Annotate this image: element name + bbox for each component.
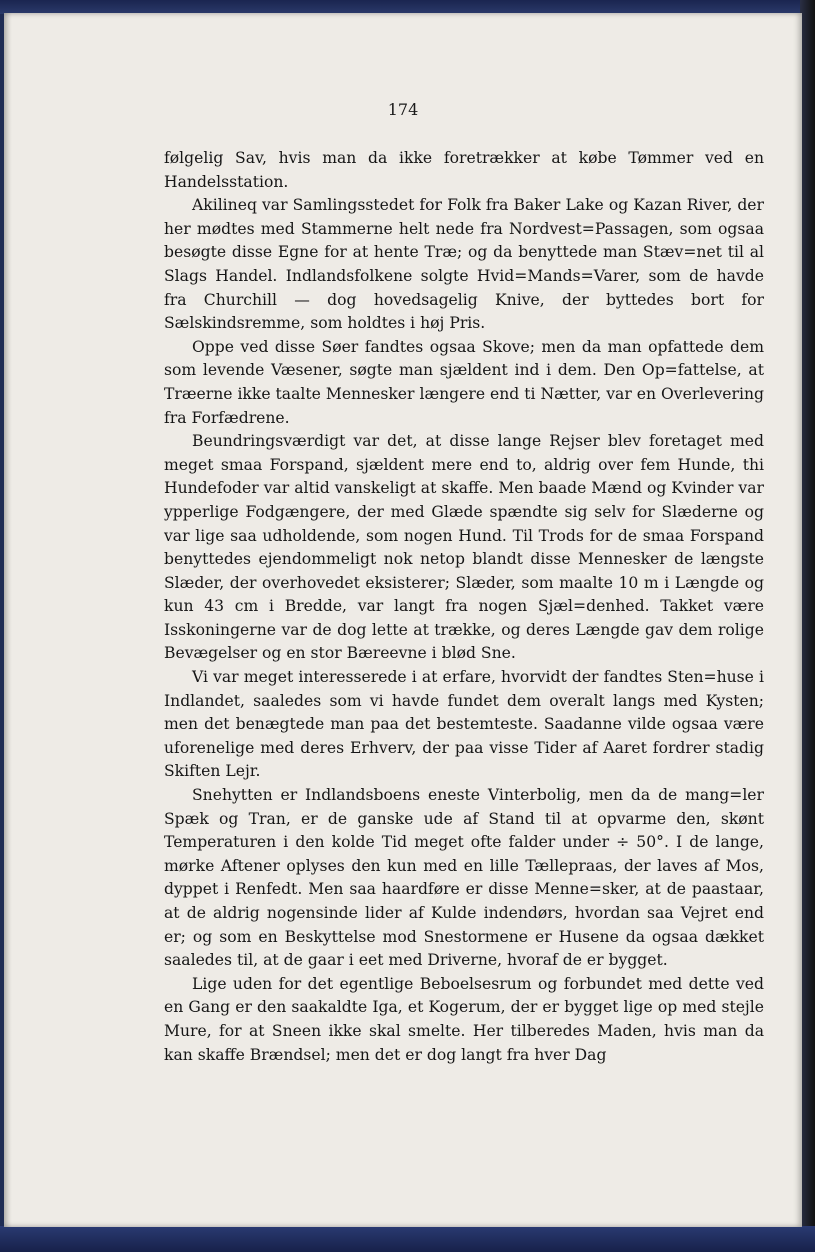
- paragraph: Lige uden for det egentlige Beboelsesrum og forbundet med dette ved en Gang er den saakaldte Iga, et Kogerum, der er bygget lige op med stejle Mure, for at Sneen ikke skal smelte. Her tilberedes Maden, hvis man da kan skaffe Brændsel; men det er dog langt fra hver Dag: [164, 974, 764, 1064]
- paragraph: Snehytten er Indlandsboens eneste Vinterbolig, men da de mang=ler Spæk og Tran, er de ganske ude af Stand til at opvarme den, skønt Temperaturen i den kolde Tid meget ofte falder under ÷ 50°. I de lange, mørke Aftener oplyses den kun med en lille Tællepraas, der laves af Mos, dyppet i Renfedt. Men saa haardføre er disse Menne=sker, at de paastaar, at de aldrig nogensinde lider af Kulde indendørs, hvordan saa Vejret end er; og som en Beskyttelse mod Snestormene er Husene da ogsaa dækket saaledes til, at de gaar i eet med Driverne, hvoraf de er bygget.: [164, 786, 764, 970]
- paragraph: Vi var meget interesserede i at erfare, hvorvidt der fandtes Sten=huse i Indlandet, saaledes som vi havde fundet dem overalt langs med Kysten; men det benægtede man paa det bestemteste. Saadanne vilde ogsaa være uforenelige med deres Erhverv, der paa visse Tider af Aaret fordrer stadig Skiften Lejr.: [164, 668, 764, 781]
- paragraph: Beundringsværdigt var det, at disse lange Rejser blev foretaget med meget smaa Forspand, sjældent mere end to, aldrig over fem Hunde, thi Hundefoder var altid vanskeligt at skaffe. Men baade Mænd og Kvinder var ypperlige Fodgængere, der med Glæde spændte sig selv for Slæderne og var lige saa udholdende, som nogen Hund. Til Trods for de smaa Forspand benyttedes ejendommeligt nok netop blandt disse Mennesker de længste Slæder, der overhovedet eksisterer; Slæder, som maalte 10 m i Længde og kun 43 cm i Bredde, var langt fra nogen Sjæl=denhed. Takket være Isskoningerne var de dog lette at trække, og deres Længde gav dem rolige Bevægelser og en stor Bæreevne i blød Sne.: [164, 432, 764, 663]
- paragraph: følgelig Sav, hvis man da ikke foretrækker at købe Tømmer ved en Handelsstation.: [164, 149, 764, 191]
- book-page: [4, 13, 802, 1227]
- scan-top-edge: [0, 0, 815, 14]
- scan-bottom-edge: [0, 1226, 815, 1252]
- scan-right-edge: [800, 0, 815, 1252]
- body-text: [164, 147, 764, 1067]
- page-gutter-shadow: [4, 13, 12, 1227]
- page-number: 174: [387, 100, 419, 119]
- paragraph: Akilineq var Samlingsstedet for Folk fra Baker Lake og Kazan River, der her mødtes med Stammerne helt nede fra Nordvest=Passagen, som ogsaa besøgte disse Egne for at hente Træ; og da benyttede man Stæv=net til al Slags Handel. Indlandsfolkene solgte Hvid=Mands=Varer, som de havde fra Churchill — dog hovedsagelig Knive, der byttedes bort for Sælskindsremme, som holdtes i høj Pris.: [164, 196, 764, 333]
- paragraph: Oppe ved disse Søer fandtes ogsaa Skove; men da man opfattede dem som levende Væsener, søgte man sjældent ind i dem. Den Op=fattelse, at Træerne ikke taalte Mennesker længere end ti Nætter, var en Overlevering fra Forfædrene.: [164, 337, 764, 427]
